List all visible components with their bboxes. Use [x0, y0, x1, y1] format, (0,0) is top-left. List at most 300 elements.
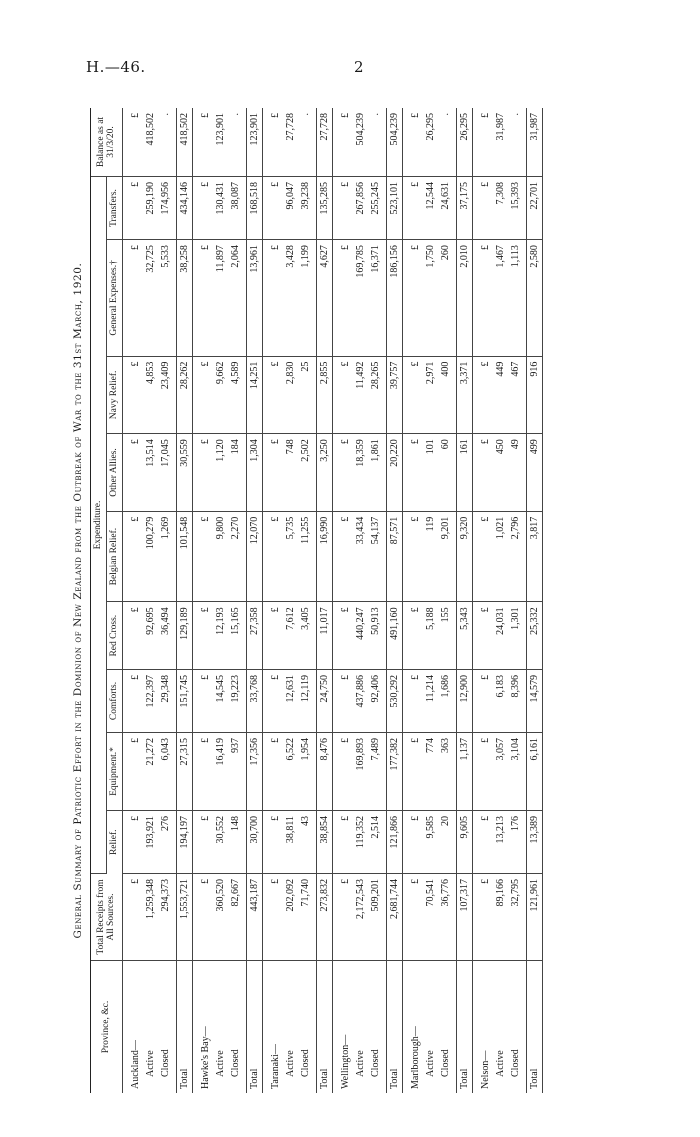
amount-cell: 418,502	[176, 108, 192, 177]
patriotic-effort-summary-table	[90, 108, 543, 1093]
amount-cell: 43	[298, 810, 317, 873]
amount-cell: 1,199	[298, 240, 317, 357]
amount-cell: 450	[493, 434, 508, 512]
amount-cell: 9,585	[423, 810, 438, 873]
amount-cell: 259,190	[143, 177, 158, 240]
navy-relief-column-header: Navy Relief.	[106, 356, 122, 434]
amount-cell: 135,285	[316, 177, 332, 240]
currency-symbol: £	[192, 434, 213, 512]
amount-cell: 12,193	[213, 602, 228, 670]
amount-cell: 148	[228, 810, 247, 873]
currency-symbol: £	[472, 240, 493, 357]
currency-symbol: £	[262, 810, 283, 873]
amount-cell: 13,389	[526, 810, 542, 873]
amount-cell: 23,409	[158, 356, 177, 434]
province-row	[472, 108, 493, 1093]
summary-table-body	[122, 108, 542, 1093]
general-expenses-column-header: General Expenses.†	[106, 240, 122, 357]
province-name: Wellington—	[339, 1034, 351, 1089]
amount-cell: 8,476	[316, 733, 332, 811]
currency-symbol: £	[402, 733, 423, 811]
active-row	[353, 108, 368, 1093]
amount-cell: 5,188	[423, 602, 438, 670]
amount-cell: 38,854	[316, 810, 332, 873]
amount-cell: 2,270	[228, 511, 247, 602]
currency-symbol: £	[262, 356, 283, 434]
currency-symbol: £	[472, 670, 493, 733]
total-row	[316, 108, 332, 1093]
province-name: Marlborough—	[409, 1026, 421, 1089]
province-row	[122, 108, 143, 1093]
amount-cell: 2,064	[228, 240, 247, 357]
amount-cell: .	[158, 108, 177, 177]
amount-cell: 467	[508, 356, 527, 434]
amount-cell: 7,612	[283, 602, 298, 670]
amount-cell: 121,866	[386, 810, 402, 873]
currency-symbol: £	[122, 240, 143, 357]
amount-cell: 12,070	[246, 511, 262, 602]
amount-cell: 2,580	[526, 240, 542, 357]
amount-cell: 2,971	[423, 356, 438, 434]
amount-cell: 101	[423, 434, 438, 512]
currency-symbol: £	[122, 810, 143, 873]
currency-symbol: £	[122, 733, 143, 811]
currency-symbol: £	[122, 511, 143, 602]
amount-cell: 20	[438, 810, 457, 873]
amount-cell: 27,358	[246, 602, 262, 670]
active-label: Active	[494, 1050, 506, 1077]
amount-cell: 509,201	[368, 874, 387, 961]
amount-cell: 1,120	[213, 434, 228, 512]
amount-cell: 1,137	[456, 733, 472, 811]
amount-cell: 101,548	[176, 511, 192, 602]
amount-cell: 89,166	[493, 874, 508, 961]
amount-cell: 276	[158, 810, 177, 873]
rotated-summary-page	[72, 108, 627, 1093]
amount-cell: 13,514	[143, 434, 158, 512]
currency-symbol: £	[472, 434, 493, 512]
active-row	[493, 108, 508, 1093]
currency-symbol: £	[192, 356, 213, 434]
amount-cell: 7,489	[368, 733, 387, 811]
currency-symbol: £	[332, 434, 353, 512]
amount-cell: 1,269	[158, 511, 177, 602]
currency-symbol: £	[192, 240, 213, 357]
amount-cell: 363	[438, 733, 457, 811]
amount-cell: 2,172,543	[353, 874, 368, 961]
currency-symbol: £	[192, 670, 213, 733]
amount-cell: 70,541	[423, 874, 438, 961]
amount-cell: 748	[283, 434, 298, 512]
closed-row	[228, 108, 247, 1093]
amount-cell: 14,545	[213, 670, 228, 733]
amount-cell: 440,247	[353, 602, 368, 670]
amount-cell: 25	[298, 356, 317, 434]
amount-cell: 193,921	[143, 810, 158, 873]
province-name: Auckland—	[129, 1040, 141, 1089]
amount-cell: 1,686	[438, 670, 457, 733]
amount-cell: 38,087	[228, 177, 247, 240]
currency-symbol: £	[192, 511, 213, 602]
amount-cell: 92,695	[143, 602, 158, 670]
amount-cell: 32,795	[508, 874, 527, 961]
amount-cell: 100,279	[143, 511, 158, 602]
province-name: Taranaki—	[269, 1044, 281, 1089]
amount-cell: 54,137	[368, 511, 387, 602]
currency-symbol: £	[402, 356, 423, 434]
amount-cell: 15,393	[508, 177, 527, 240]
amount-cell: 11,017	[316, 602, 332, 670]
currency-symbol: £	[402, 874, 423, 961]
currency-symbol: £	[332, 511, 353, 602]
amount-cell: 31,987	[493, 108, 508, 177]
active-label: Active	[214, 1050, 226, 1077]
province-row	[332, 108, 353, 1093]
amount-cell: 3,428	[283, 240, 298, 357]
summary-title: General Summary of Patriotic Effort in the Dominion of New Zealand from the Outbreak of War to the 31st March, 1920.	[72, 262, 84, 939]
currency-symbol: £	[402, 240, 423, 357]
amount-cell: 11,255	[298, 511, 317, 602]
amount-cell: 1,750	[423, 240, 438, 357]
amount-cell: 255,245	[368, 177, 387, 240]
currency-symbol: £	[262, 511, 283, 602]
total-label: Total	[526, 961, 542, 1094]
currency-symbol: £	[332, 177, 353, 240]
red-cross-column-header: Red Cross.	[106, 602, 122, 670]
amount-cell: 5,343	[456, 602, 472, 670]
amount-cell: 194,197	[176, 810, 192, 873]
amount-cell: 5,735	[283, 511, 298, 602]
amount-cell: 4,627	[316, 240, 332, 357]
amount-cell: 96,047	[283, 177, 298, 240]
belgian-relief-column-header: Belgian Relief.	[106, 511, 122, 602]
amount-cell: 24,750	[316, 670, 332, 733]
amount-cell: 504,239	[353, 108, 368, 177]
amount-cell: 155	[438, 602, 457, 670]
amount-cell: 1,301	[508, 602, 527, 670]
amount-cell: 443,187	[246, 874, 262, 961]
amount-cell: 28,265	[368, 356, 387, 434]
amount-cell: 12,900	[456, 670, 472, 733]
amount-cell: 11,897	[213, 240, 228, 357]
total-label: Total	[246, 961, 262, 1094]
province-column-header: Province, &c.	[91, 961, 123, 1094]
amount-cell: 30,552	[213, 810, 228, 873]
amount-cell: 13,213	[493, 810, 508, 873]
expenditure-group-header: Expenditure.	[91, 177, 107, 874]
currency-symbol: £	[262, 177, 283, 240]
amount-cell: 122,397	[143, 670, 158, 733]
amount-cell: 260	[438, 240, 457, 357]
currency-symbol: £	[262, 240, 283, 357]
currency-symbol: £	[262, 108, 283, 177]
amount-cell: 177,382	[386, 733, 402, 811]
amount-cell: 184	[228, 434, 247, 512]
amount-cell: 9,201	[438, 511, 457, 602]
amount-cell: 3,057	[493, 733, 508, 811]
amount-cell: 916	[526, 356, 542, 434]
amount-cell: .	[368, 108, 387, 177]
amount-cell: 9,662	[213, 356, 228, 434]
closed-row	[298, 108, 317, 1093]
amount-cell: 1,467	[493, 240, 508, 357]
amount-cell: 1,021	[493, 511, 508, 602]
active-label: Active	[424, 1050, 436, 1077]
amount-cell: 1,113	[508, 240, 527, 357]
amount-cell: 123,901	[246, 108, 262, 177]
amount-cell: 25,332	[526, 602, 542, 670]
amount-cell: 491,160	[386, 602, 402, 670]
amount-cell: 9,605	[456, 810, 472, 873]
amount-cell: 26,295	[423, 108, 438, 177]
amount-cell: 71,740	[298, 874, 317, 961]
amount-cell: 360,520	[213, 874, 228, 961]
amount-cell: 37,175	[456, 177, 472, 240]
currency-symbol: £	[472, 356, 493, 434]
amount-cell: 6,161	[526, 733, 542, 811]
currency-symbol: £	[122, 434, 143, 512]
currency-symbol: £	[192, 874, 213, 961]
currency-symbol: £	[332, 240, 353, 357]
amount-cell: 530,292	[386, 670, 402, 733]
amount-cell: 2,010	[456, 240, 472, 357]
amount-cell: 129,189	[176, 602, 192, 670]
amount-cell: 50,913	[368, 602, 387, 670]
amount-cell: 92,406	[368, 670, 387, 733]
total-label: Total	[386, 961, 402, 1094]
closed-label: Closed	[439, 1049, 451, 1077]
currency-symbol: £	[262, 670, 283, 733]
currency-symbol: £	[122, 356, 143, 434]
amount-cell: 8,396	[508, 670, 527, 733]
active-row	[143, 108, 158, 1093]
amount-cell: 16,371	[368, 240, 387, 357]
comforts-column-header: Comforts.	[106, 670, 122, 733]
currency-symbol: £	[192, 810, 213, 873]
amount-cell: 2,502	[298, 434, 317, 512]
amount-cell: 13,961	[246, 240, 262, 357]
amount-cell: 38,811	[283, 810, 298, 873]
currency-symbol: £	[192, 108, 213, 177]
amount-cell: 18,359	[353, 434, 368, 512]
currency-symbol: £	[332, 356, 353, 434]
currency-symbol: £	[332, 108, 353, 177]
amount-cell: 15,165	[228, 602, 247, 670]
amount-cell: 6,522	[283, 733, 298, 811]
other-allies-column-header: Other Allies.	[106, 434, 122, 512]
currency-symbol: £	[402, 670, 423, 733]
amount-cell: 267,856	[353, 177, 368, 240]
province-row	[262, 108, 283, 1093]
amount-cell: 12,544	[423, 177, 438, 240]
currency-symbol: £	[332, 810, 353, 873]
amount-cell: .	[298, 108, 317, 177]
amount-cell: 119,352	[353, 810, 368, 873]
amount-cell: 1,553,721	[176, 874, 192, 961]
amount-cell: 174,956	[158, 177, 177, 240]
closed-label: Closed	[369, 1049, 381, 1077]
closed-row	[368, 108, 387, 1093]
province-name: Nelson—	[479, 1050, 491, 1089]
amount-cell: 3,104	[508, 733, 527, 811]
currency-symbol: £	[192, 733, 213, 811]
currency-symbol: £	[122, 177, 143, 240]
closed-row	[508, 108, 527, 1093]
amount-cell: 1,954	[298, 733, 317, 811]
amount-cell: 504,239	[386, 108, 402, 177]
amount-cell: 28,262	[176, 356, 192, 434]
currency-symbol: £	[192, 602, 213, 670]
closed-label: Closed	[299, 1049, 311, 1077]
amount-cell: 11,214	[423, 670, 438, 733]
province-row	[192, 108, 213, 1093]
currency-symbol: £	[472, 177, 493, 240]
amount-cell: 16,419	[213, 733, 228, 811]
amount-cell: 9,320	[456, 511, 472, 602]
amount-cell: 2,681,744	[386, 874, 402, 961]
amount-cell: 151,745	[176, 670, 192, 733]
page-number: 2	[354, 58, 364, 76]
currency-symbol: £	[262, 434, 283, 512]
currency-symbol: £	[402, 602, 423, 670]
total-label: Total	[316, 961, 332, 1094]
amount-cell: .	[438, 108, 457, 177]
amount-cell: 6,043	[158, 733, 177, 811]
currency-symbol: £	[472, 602, 493, 670]
amount-cell: 1,304	[246, 434, 262, 512]
amount-cell: 3,371	[456, 356, 472, 434]
province-row	[402, 108, 423, 1093]
amount-cell: 186,156	[386, 240, 402, 357]
currency-symbol: £	[262, 874, 283, 961]
amount-cell: 168,518	[246, 177, 262, 240]
relief-column-header: Relief.	[106, 810, 122, 873]
amount-cell: 39,238	[298, 177, 317, 240]
amount-cell: 20,220	[386, 434, 402, 512]
amount-cell: 4,853	[143, 356, 158, 434]
amount-cell: 11,492	[353, 356, 368, 434]
active-row	[213, 108, 228, 1093]
total-label: Total	[456, 961, 472, 1094]
currency-symbol: £	[472, 810, 493, 873]
document-reference: H.—46.	[86, 58, 146, 76]
amount-cell: 400	[438, 356, 457, 434]
amount-cell: 176	[508, 810, 527, 873]
amount-cell: 434,146	[176, 177, 192, 240]
amount-cell: 418,502	[143, 108, 158, 177]
amount-cell: 7,308	[493, 177, 508, 240]
currency-symbol: £	[402, 177, 423, 240]
amount-cell: 2,830	[283, 356, 298, 434]
currency-symbol: £	[122, 108, 143, 177]
active-row	[283, 108, 298, 1093]
amount-cell: 38,258	[176, 240, 192, 357]
amount-cell: 2,514	[368, 810, 387, 873]
total-receipts-column-header: Total Receipts from All Sources.	[91, 874, 123, 961]
currency-symbol: £	[262, 733, 283, 811]
amount-cell: 30,559	[176, 434, 192, 512]
amount-cell: 2,796	[508, 511, 527, 602]
amount-cell: 937	[228, 733, 247, 811]
amount-cell: 6,183	[493, 670, 508, 733]
amount-cell: 2,855	[316, 356, 332, 434]
amount-cell: 36,776	[438, 874, 457, 961]
amount-cell: 33,434	[353, 511, 368, 602]
active-label: Active	[144, 1050, 156, 1077]
currency-symbol: £	[122, 874, 143, 961]
amount-cell: 123,901	[213, 108, 228, 177]
amount-cell: 121,961	[526, 874, 542, 961]
active-label: Active	[284, 1050, 296, 1077]
currency-symbol: £	[332, 602, 353, 670]
total-row	[386, 108, 402, 1093]
currency-symbol: £	[122, 670, 143, 733]
currency-symbol: £	[472, 108, 493, 177]
amount-cell: 169,893	[353, 733, 368, 811]
currency-symbol: £	[402, 434, 423, 512]
total-row	[526, 108, 542, 1093]
amount-cell: 12,631	[283, 670, 298, 733]
amount-cell: 17,045	[158, 434, 177, 512]
closed-row	[158, 108, 177, 1093]
amount-cell: 202,092	[283, 874, 298, 961]
amount-cell: 169,785	[353, 240, 368, 357]
amount-cell: 27,728	[316, 108, 332, 177]
amount-cell: 449	[493, 356, 508, 434]
amount-cell: 523,101	[386, 177, 402, 240]
amount-cell: 33,768	[246, 670, 262, 733]
amount-cell: .	[228, 108, 247, 177]
amount-cell: 87,571	[386, 511, 402, 602]
amount-cell: 499	[526, 434, 542, 512]
amount-cell: 22,701	[526, 177, 542, 240]
amount-cell: 9,800	[213, 511, 228, 602]
currency-symbol: £	[472, 874, 493, 961]
active-row	[423, 108, 438, 1093]
closed-label: Closed	[509, 1049, 521, 1077]
total-row	[176, 108, 192, 1093]
total-label: Total	[176, 961, 192, 1094]
active-label: Active	[354, 1050, 366, 1077]
equipment-column-header: Equipment.*	[106, 733, 122, 811]
amount-cell: 12,119	[298, 670, 317, 733]
closed-label: Closed	[229, 1049, 241, 1077]
amount-cell: 32,725	[143, 240, 158, 357]
total-row	[456, 108, 472, 1093]
currency-symbol: £	[472, 511, 493, 602]
balance-column-header: Balance as at 31/3/20.	[91, 108, 123, 177]
currency-symbol: £	[332, 670, 353, 733]
amount-cell: 21,272	[143, 733, 158, 811]
amount-cell: 14,579	[526, 670, 542, 733]
amount-cell: 5,533	[158, 240, 177, 357]
amount-cell: 19,223	[228, 670, 247, 733]
amount-cell: 27,315	[176, 733, 192, 811]
total-row	[246, 108, 262, 1093]
amount-cell: 60	[438, 434, 457, 512]
amount-cell: 107,317	[456, 874, 472, 961]
amount-cell: 273,832	[316, 874, 332, 961]
province-name: Hawke's Bay—	[199, 1026, 211, 1089]
amount-cell: 3,250	[316, 434, 332, 512]
currency-symbol: £	[402, 511, 423, 602]
amount-cell: 294,373	[158, 874, 177, 961]
amount-cell: 4,589	[228, 356, 247, 434]
amount-cell: 161	[456, 434, 472, 512]
amount-cell: 30,700	[246, 810, 262, 873]
amount-cell: 27,728	[283, 108, 298, 177]
currency-symbol: £	[332, 733, 353, 811]
